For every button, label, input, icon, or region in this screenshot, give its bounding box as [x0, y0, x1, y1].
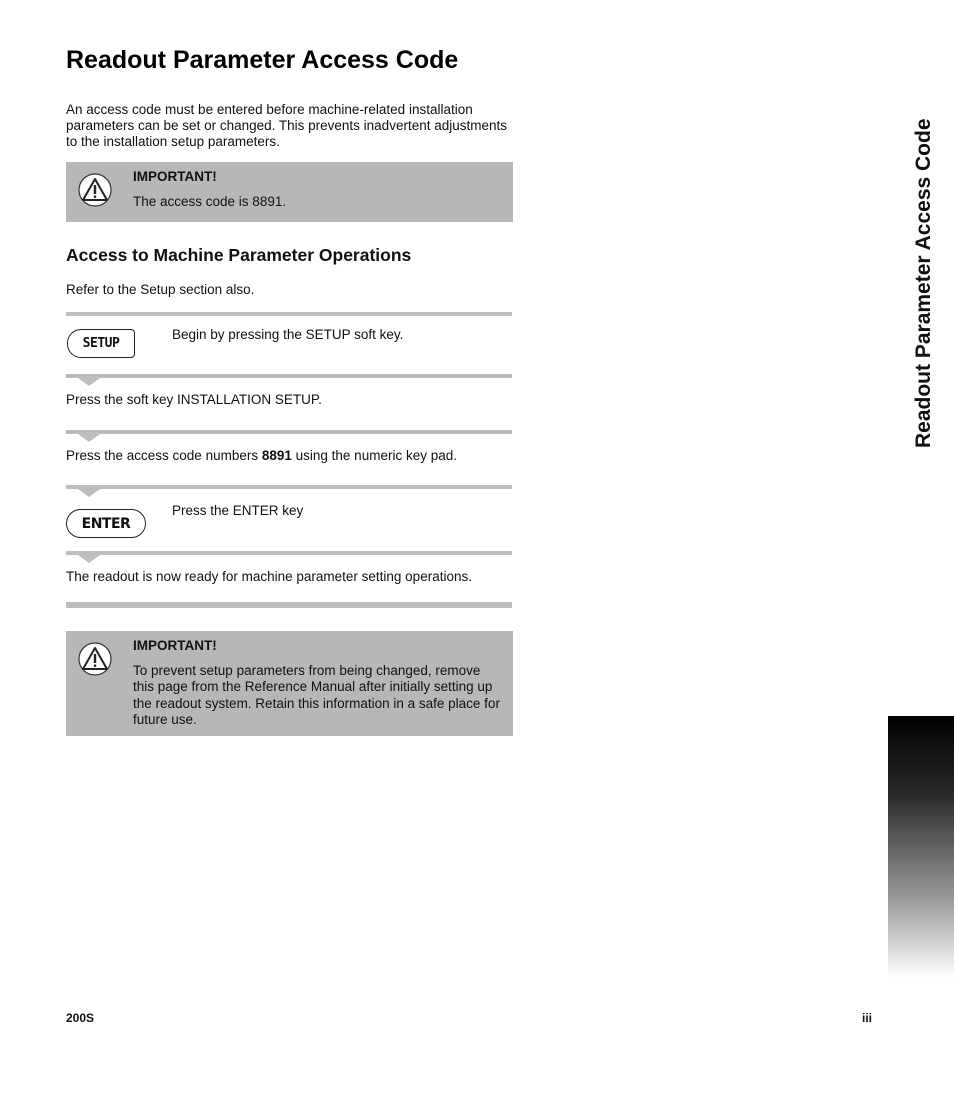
step-divider	[66, 312, 512, 316]
step-divider	[66, 485, 512, 489]
step-divider	[66, 374, 512, 378]
side-thumb-tab	[888, 716, 954, 978]
step-divider	[66, 551, 512, 555]
intro-paragraph: An access code must be entered before machine-related installation parameters can be set or changed. This prevents inadvertent adjustments to the installation setup parameters.	[66, 102, 507, 149]
step-install-text: Press the soft key INSTALLATION SETUP.	[66, 392, 322, 407]
important-note-remove-page	[66, 631, 513, 736]
setup-key: SETUP	[67, 329, 135, 358]
warning-icon	[78, 173, 112, 207]
step-arrow	[78, 555, 100, 563]
step-code-before: Press the access code numbers	[66, 448, 262, 463]
step-code-after: using the numeric key pad.	[291, 448, 457, 463]
step-ready-text: The readout is now ready for machine parameter setting operations.	[66, 569, 472, 584]
footer-model: 200S	[66, 1011, 95, 1025]
step-arrow	[78, 489, 100, 497]
step-code-text	[66, 448, 457, 463]
side-running-title: Readout Parameter Access Code	[912, 118, 935, 448]
note-heading: IMPORTANT!	[133, 169, 217, 184]
footer-page-number: iii	[862, 1011, 873, 1025]
section-heading: Access to Machine Parameter Operations	[66, 245, 412, 265]
step-enter-text: Press the ENTER key	[172, 503, 304, 518]
step-divider	[66, 430, 512, 434]
step-arrow	[78, 434, 100, 442]
refer-text: Refer to the Setup section also.	[66, 282, 255, 297]
warning-icon	[78, 642, 112, 676]
note-text: To prevent setup parameters from being changed, remove this page from the Reference Manual after initially setting up the readout system. Retain this information in a safe place for future use.	[133, 663, 500, 727]
step-arrow	[78, 378, 100, 386]
note-heading: IMPORTANT!	[133, 638, 217, 653]
access-code-value: 8891	[261, 448, 292, 463]
enter-key: ENTER	[66, 509, 146, 538]
steps-end-divider	[66, 602, 512, 608]
note-text: The access code is 8891.	[133, 194, 287, 209]
page-title: Readout Parameter Access Code	[66, 46, 459, 74]
step-setup-text: Begin by pressing the SETUP soft key.	[172, 327, 404, 342]
important-note-access-code	[66, 162, 513, 222]
